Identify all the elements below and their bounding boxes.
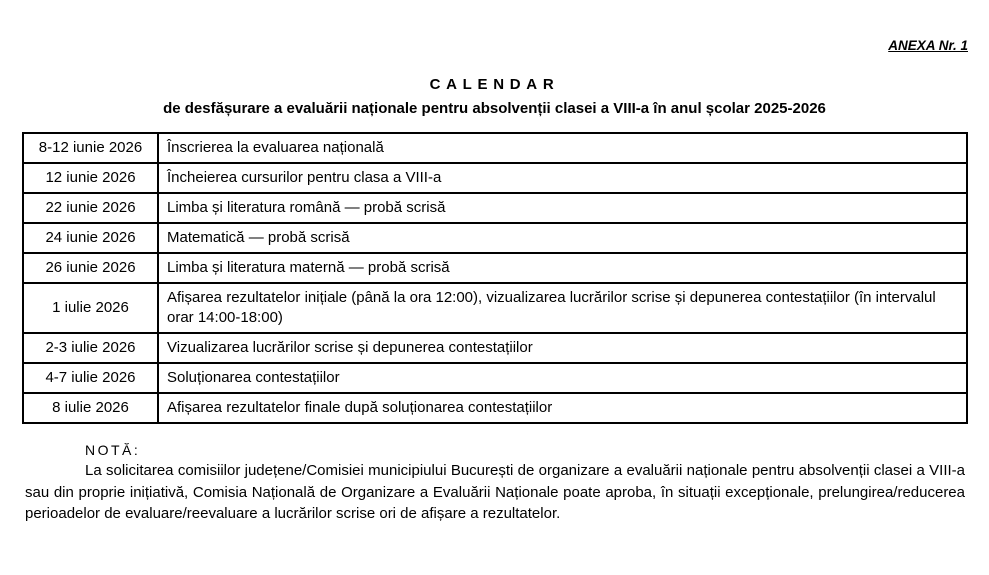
- event-cell: Încheierea cursurilor pentru clasa a VIII-a: [158, 163, 967, 193]
- note-section: [25, 442, 965, 525]
- date-cell: 1 iulie 2026: [23, 283, 158, 333]
- event-cell: Soluționarea contestațiilor: [158, 363, 967, 393]
- date-cell: 4-7 iulie 2026: [23, 363, 158, 393]
- table-row: [23, 163, 967, 193]
- table-row: [23, 253, 967, 283]
- event-cell: Afișarea rezultatelor finale după soluționarea contestațiilor: [158, 393, 967, 423]
- date-cell: 8-12 iunie 2026: [23, 133, 158, 163]
- page-title: CALENDAR: [429, 76, 560, 93]
- note-text: La solicitarea comisiilor județene/Comisiei municipiului București de organizare a evaluării naționale pentru absolvenții clasei a VIII-a sau din proprie inițiativă, Comisia Națională de Organizare a Evaluării Naționale poate aproba, în situații excepționale, prelungirea/reducerea perioadelor de evaluare/reevaluare a lucrărilor scrise ori de afișare a rezultatelor.: [25, 462, 965, 522]
- event-cell: Înscrierea la evaluarea națională: [158, 133, 967, 163]
- date-cell: 2-3 iulie 2026: [23, 333, 158, 363]
- date-cell: 26 iunie 2026: [23, 253, 158, 283]
- date-cell: 22 iunie 2026: [23, 193, 158, 223]
- annex-label-text: ANEXA Nr. 1: [888, 38, 968, 53]
- event-cell: Vizualizarea lucrărilor scrise și depunerea contestațiilor: [158, 333, 967, 363]
- event-cell: Limba și literatura maternă — probă scrisă: [158, 253, 967, 283]
- table-row: [23, 223, 967, 253]
- table-row: [23, 133, 967, 163]
- date-cell: 8 iulie 2026: [23, 393, 158, 423]
- calendar-table: [22, 132, 968, 424]
- event-cell: Matematică — probă scrisă: [158, 223, 967, 253]
- event-cell: Limba și literatura română — probă scrisă: [158, 193, 967, 223]
- page-subtitle: de desfășurare a evaluării naționale pentru absolvenții clasei a VIII-a în anul școlar 2025-2026: [163, 100, 826, 117]
- table-row: [23, 283, 967, 333]
- date-cell: 24 iunie 2026: [23, 223, 158, 253]
- table-row: [23, 193, 967, 223]
- table-row: [23, 333, 967, 363]
- table-row: [23, 393, 967, 423]
- date-cell: 12 iunie 2026: [23, 163, 158, 193]
- event-cell: Afișarea rezultatelor inițiale (până la ora 12:00), vizualizarea lucrărilor scrise și depunerea contestațiilor (în intervalul orar 14:00-18:00): [158, 283, 967, 333]
- table-row: [23, 363, 967, 393]
- note-label: NOTĂ:: [85, 442, 141, 458]
- annex-label: [0, 38, 989, 53]
